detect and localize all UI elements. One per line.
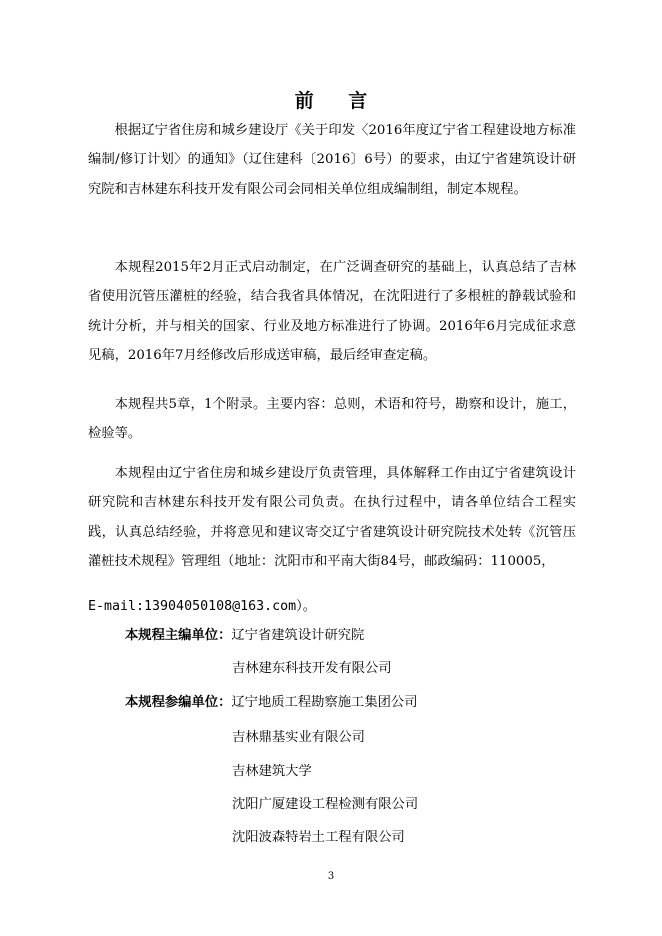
paragraph-4: 本规程由辽宁省住房和城乡建设厅负责管理，具体解释工作由辽宁省建筑设计研究院和吉林建东科技开发有限公司负责。在执行过程中，请各单位结合工程实践，认真总结经验，并将意见和建议寄交辽宁省建筑设计研究院技术处转《沉管压灌桩技术规程》管理组（地址：沈阳市和平南大街84号，邮政编码：110005， (88, 466, 576, 569)
participating-unit-item: 沈阳波森特岩土工程有限公司 (232, 830, 405, 845)
page-title: 前 言 (294, 90, 382, 112)
paragraph-2: 本规程2015年2月正式启动制定，在广泛调查研究的基础上，认真总结了吉林省使用沉管压灌桩的经验，结合我省具体情况，在沈阳进行了多根桩的静载试验和统计分析，并与相关的国家、行业及地方标准进行了协调。2016年6月完成征求意见稿，2016年7月经修改后形成送审稿，最后经审查定稿。 (88, 260, 576, 363)
participating-units-label: 本规程参编单位： (125, 695, 232, 710)
chief-units-row (125, 626, 364, 646)
paragraph-3: 本规程共5章，1个附录。主要内容：总则，术语和符号，勘察和设计，施工，检验等。 (88, 397, 576, 442)
chief-unit-item: 吉林建东科技开发有限公司 (232, 661, 392, 676)
participating-units-row (125, 693, 418, 713)
page-number: 3 (327, 871, 335, 882)
participating-unit-item: 吉林建筑大学 (232, 764, 312, 779)
participating-unit-item: 辽宁地质工程勘察施工集团公司 (231, 695, 418, 710)
paragraph-1: 根据辽宁省住房和城乡建设厅《关于印发〈2016年度辽宁省工程建设地方标准编制/修订计划〉的通知》（辽住建科〔2016〕6号）的要求，由辽宁省建筑设计研究院和吉林建东科技开发有限公司会同相关单位组成编制组，制定本规程。 (88, 123, 576, 197)
chief-unit-item: 辽宁省建筑设计研究院 (231, 628, 365, 643)
participating-unit-item: 吉林鼎基实业有限公司 (232, 730, 365, 745)
email-line: E-mail:13904050108@163.com）。 (88, 599, 317, 614)
chief-units-label: 本规程主编单位： (125, 628, 232, 643)
participating-unit-item: 沈阳广厦建设工程检测有限公司 (232, 797, 419, 812)
